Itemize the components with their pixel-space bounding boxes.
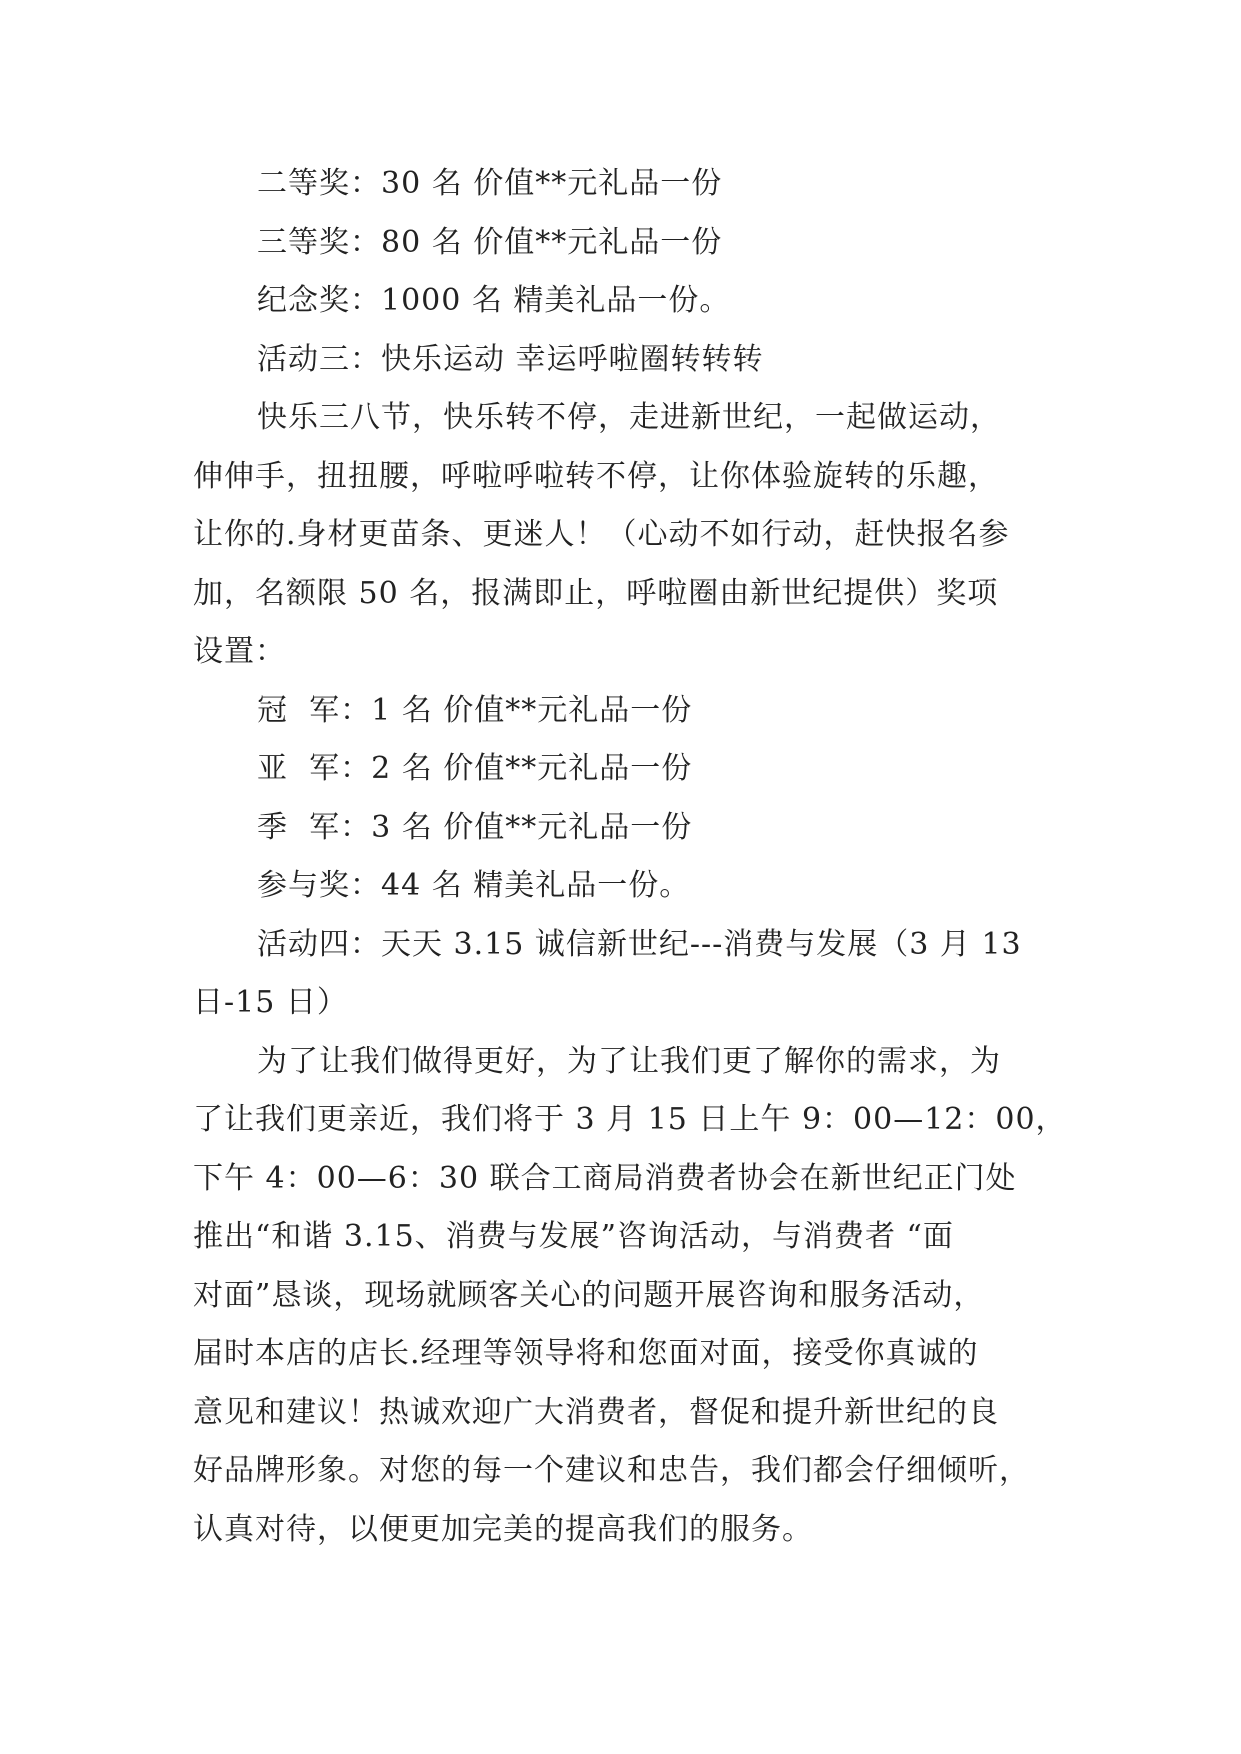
prize-third-place: 季 军：3 名 价值**元礼品一份	[257, 809, 693, 845]
prize-champion: 冠 军：1 名 价值**元礼品一份	[257, 692, 693, 728]
activity3-line-4: 加，名额限 50 名，报满即止，呼啦圈由新世纪提供）奖项	[193, 575, 999, 611]
activity3-line-2: 伸伸手，扭扭腰，呼啦呼啦转不停，让你体验旋转的乐趣，	[193, 458, 999, 494]
prize-second: 二等奖：30 名 价值**元礼品一份	[257, 166, 723, 201]
prize-commemorative: 纪念奖：1000 名 精美礼品一份。	[257, 283, 731, 318]
activity3-line-3: 让你的.身材更苗条、更迷人！（心动不如行动，赶快报名参	[193, 517, 1010, 552]
activity4-line-5: 对面”恳谈，现场就顾客关心的问题开展咨询和服务活动，	[193, 1277, 985, 1313]
prize-third: 三等奖：80 名 价值**元礼品一份	[257, 224, 723, 260]
activity3-heading: 活动三：快乐运动 幸运呼啦圈转转转	[257, 341, 764, 377]
activity3-line-5: 设置：	[193, 634, 286, 669]
activity4-line-9: 认真对待，以便更加完美的提高我们的服务。	[193, 1511, 813, 1547]
activity3-line-1: 快乐三八节，快乐转不停，走进新世纪，一起做运动，	[257, 400, 1001, 435]
activity4-heading-line-1: 活动四：天天 3.15 诚信新世纪---消费与发展（3 月 13	[257, 926, 1022, 962]
activity4-line-8: 好品牌形象。对您的每一个建议和忠告，我们都会仔细倾听，	[193, 1453, 1030, 1488]
activity4-heading-line-2: 日-15 日）	[193, 985, 348, 1020]
activity4-line-7: 意见和建议！热诚欢迎广大消费者，督促和提升新世纪的良	[193, 1394, 999, 1430]
activity4-line-3: 下午 4：00—6：30 联合工商局消费者协会在新世纪正门处	[193, 1160, 1017, 1196]
activity4-line-6: 届时本店的店长.经理等领导将和您面对面，接受你真诚的	[193, 1336, 979, 1371]
activity4-line-4: 推出“和谐 3.15、消费与发展”咨询活动，与消费者 “面	[193, 1219, 954, 1254]
prize-runner-up: 亚 军：2 名 价值**元礼品一份	[257, 751, 693, 786]
document-body	[193, 155, 1067, 1559]
activity4-line-2: 了让我们更亲近，我们将于 3 月 15 日上午 9：00—12：00，	[193, 1102, 1067, 1137]
activity4-line-1: 为了让我们做得更好，为了让我们更了解你的需求，为	[257, 1043, 1001, 1079]
prize-participation: 参与奖：44 名 精美礼品一份。	[257, 868, 691, 903]
